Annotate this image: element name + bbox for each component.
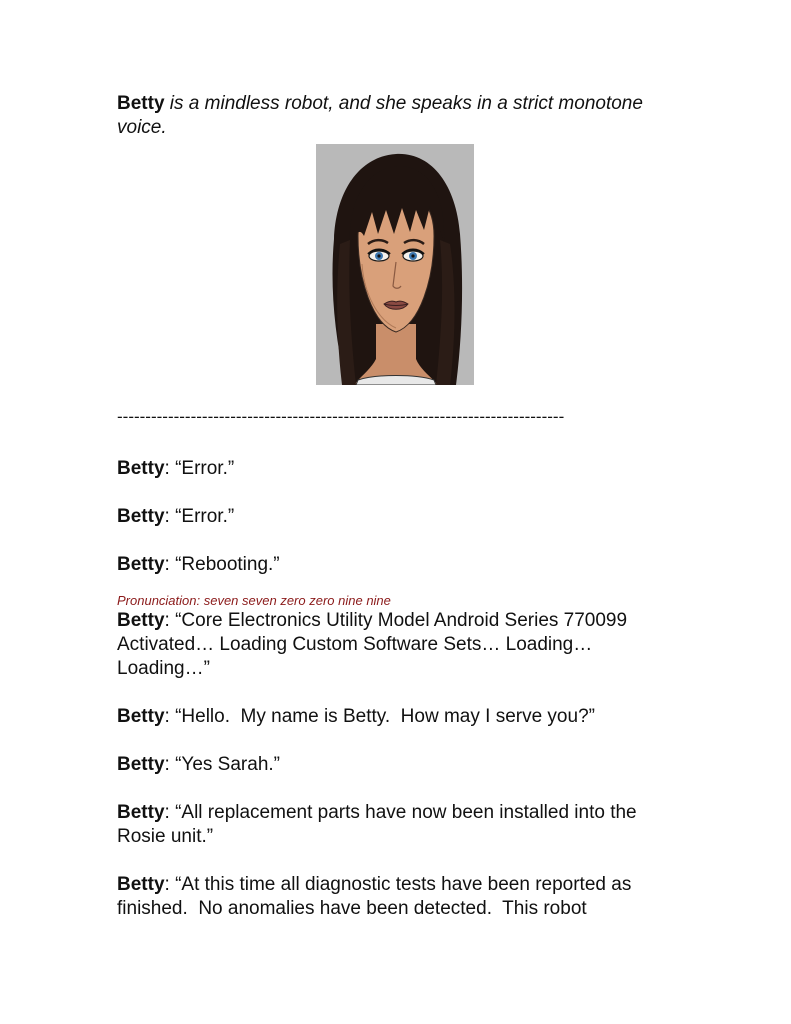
dialogue-line: Betty: “Error.”: [117, 506, 235, 527]
speaker-name: Betty: [117, 458, 165, 479]
character-description: is a mindless robot, and she speaks in a strict monotone voice.: [117, 93, 643, 138]
dialogue-text: “All replacement parts have now been installed into the Rosie unit.”: [117, 802, 637, 847]
portrait-pupil-left: [377, 254, 380, 257]
dialogue-line: Betty: “Core Electronics Utility Model Android Series 770099 Activated… Loading Custom Software Sets… Loading… Loading…”: [117, 610, 628, 679]
section-divider: -------------------------------------------------------------------------------: [117, 407, 565, 426]
pronunciation-note: Pronunciation: seven seven zero zero nine nine: [117, 593, 391, 608]
dialogue-text: “Rebooting.”: [175, 554, 280, 575]
dialogue-text: “Core Electronics Utility Model Android Series 770099 Activated… Loading Custom Software Sets… Loading… Loading…”: [117, 610, 628, 679]
dialogue-text: “Error.”: [175, 458, 235, 479]
dialogue-text: “Error.”: [175, 506, 235, 527]
speaker-name: Betty: [117, 554, 165, 575]
speaker-name: Betty: [117, 754, 165, 775]
script-page: [117, 92, 677, 921]
dialogue-line: Betty: “Rebooting.”: [117, 554, 280, 575]
speaker-name: Betty: [117, 874, 165, 895]
dialogue-line: Betty: “Error.”: [117, 458, 235, 479]
dialogue-line: Betty: “Yes Sarah.”: [117, 754, 280, 775]
dialogue-text: “At this time all diagnostic tests have been reported as finished. No anomalies have been detected. This robot: [117, 874, 637, 919]
dialogue-line: Betty: “Hello. My name is Betty. How may I serve you?”: [117, 706, 595, 727]
speaker-name: Betty: [117, 610, 165, 631]
character-intro: [117, 92, 677, 140]
character-name: Betty: [117, 93, 165, 114]
dialogue-line: Betty: “At this time all diagnostic tests have been reported as finished. No anomalies have been detected. This robot: [117, 874, 637, 919]
dialogue-line: Betty: “All replacement parts have now been installed into the Rosie unit.”: [117, 802, 637, 847]
speaker-name: Betty: [117, 506, 165, 527]
speaker-name: Betty: [117, 802, 165, 823]
dialogue-text: “Hello. My name is Betty. How may I serve you?”: [175, 706, 595, 727]
character-portrait: [316, 144, 474, 385]
speaker-name: Betty: [117, 706, 165, 727]
portrait-pupil-right: [411, 254, 414, 257]
dialogue-text: “Yes Sarah.”: [175, 754, 280, 775]
